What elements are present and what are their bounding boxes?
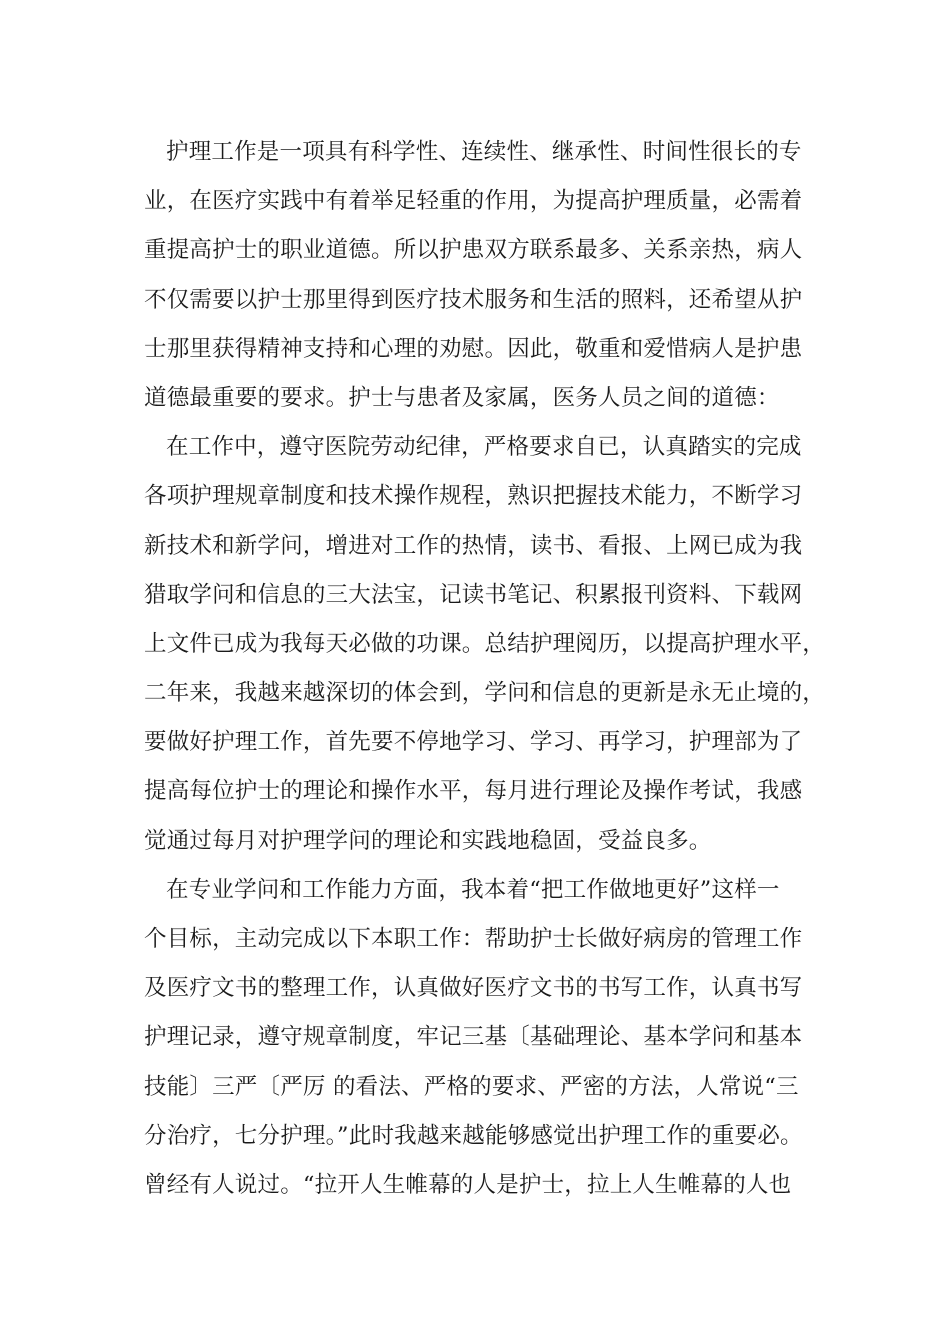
paragraph-line: 业，在医疗实践中有着举足轻重的作用，为提高护理质量，必需着 xyxy=(144,188,803,215)
paragraph-line: 各项护理规章制度和技术操作规程，熟识把握技术能力，不断学习 xyxy=(144,483,803,510)
paragraph-line: 重提高护士的职业道德。所以护患双方联系最多、关系亲热，病人 xyxy=(144,237,803,264)
paragraph-line: 分治疗，七分护理。”此时我越来越能够感觉出护理工作的重要必。 xyxy=(144,1122,803,1149)
paragraph-line: 道德最重要的要求。护士与患者及家属，医务人员之间的道德： xyxy=(144,384,780,411)
paragraph-1 xyxy=(144,128,828,423)
paragraph-3 xyxy=(144,866,828,1210)
paragraph-line: 护理记录，遵守规章制度，牢记三基〔基础理论、基本学问和基本 xyxy=(144,1024,803,1051)
paragraph-line: 二年来，我越来越深切的体会到，学问和信息的更新是永无止境的， xyxy=(144,680,826,707)
paragraph-line: 要做好护理工作，首先要不停地学习、学习、再学习，护理部为了 xyxy=(144,729,803,756)
paragraph-line: 不仅需要以护士那里得到医疗技术服务和生活的照料，还希望从护 xyxy=(144,286,803,313)
paragraph-line: 曾经有人说过。“拉开人生帷幕的人是护士，拉上人生帷幕的人也 xyxy=(144,1171,792,1198)
paragraph-line: 提高每位护士的理论和操作水平，每月进行理论及操作考试，我感 xyxy=(144,778,803,805)
paragraph-line: 猎取学问和信息的三大法宝，记读书笔记、积累报刊资料、下载网 xyxy=(144,581,803,608)
paragraph-2 xyxy=(144,423,828,866)
paragraph-line: 在专业学问和工作能力方面，我本着“把工作做地更好”这样一 xyxy=(166,876,780,903)
paragraph-line: 护理工作是一项具有科学性、连续性、继承性、时间性很长的专 xyxy=(166,139,802,165)
paragraph-line: 在工作中，遵守医院劳动纪律，严格要求自已，认真踏实的完成 xyxy=(166,434,802,461)
paragraph-line: 觉通过每月对护理学问的理论和实践地稳固，受益良多。 xyxy=(144,827,712,854)
paragraph-line: 及医疗文书的整理工作，认真做好医疗文书的书写工作，认真书写 xyxy=(144,975,803,1002)
paragraph-line: 个目标，主动完成以下本职工作：帮助护士长做好病房的管理工作 xyxy=(144,926,803,952)
paragraph-line: 技能〕三严〔严厉 的看法、严格的要求、严密的方法，人常说“三 xyxy=(144,1073,799,1100)
document-body xyxy=(144,128,828,1210)
paragraph-line: 上文件已成为我每天必做的功课。总结护理阅历，以提高护理水平， xyxy=(144,630,826,657)
paragraph-line: 新技术和新学问，增进对工作的热情，读书、看报、上网已成为我 xyxy=(144,532,803,559)
paragraph-line: 士那里获得精神支持和心理的劝慰。因此，敬重和爱惜病人是护患 xyxy=(144,335,803,362)
